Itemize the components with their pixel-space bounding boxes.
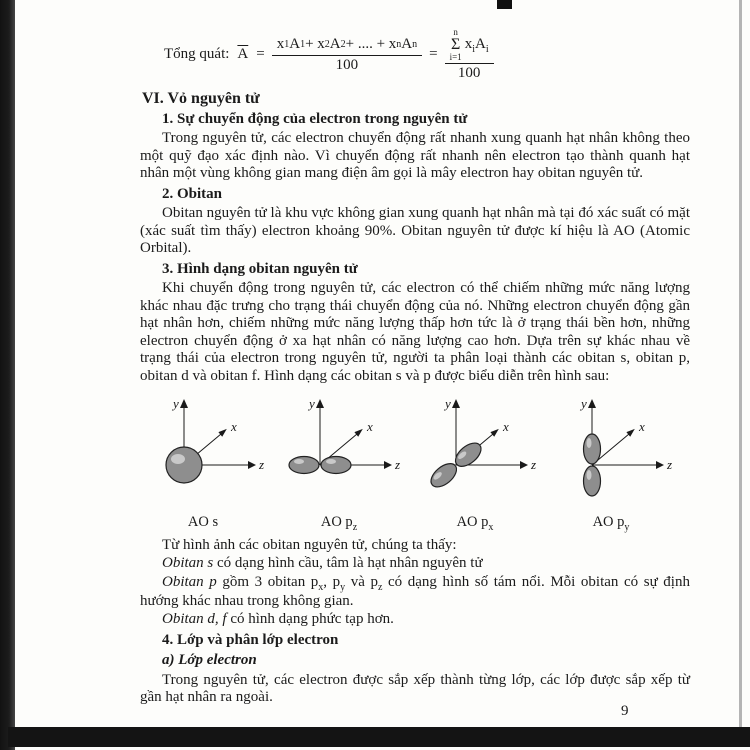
subscript-y: y [340, 581, 346, 593]
z-axis [592, 461, 664, 469]
z-axis-arrow [656, 461, 664, 469]
obitan-s-term: Obitan s [162, 555, 214, 572]
orbital-label-s [136, 514, 270, 532]
scan-edge-bottom [8, 727, 750, 747]
formula-term: x [464, 35, 473, 52]
paragraph-observe-intro: Từ hình ảnh các obitan nguyên tử, chúng ta thấy: [162, 536, 457, 553]
orbital-diagram-pz [272, 393, 406, 532]
sum-term [465, 36, 489, 55]
orbital-diagram-s [136, 393, 270, 532]
y-axis-arrow [180, 399, 188, 408]
sigma-sum [450, 28, 462, 62]
z-axis-label: z [259, 457, 265, 473]
z-axis-arrow [384, 461, 392, 469]
orbital-diagram-py [544, 393, 678, 532]
scan-mark-top [497, 0, 512, 9]
formula-label: Tổng quát: [164, 46, 230, 63]
scan-edge-left [0, 0, 15, 750]
sum-lower-limit: i=1 [449, 52, 462, 62]
orbital-px-figure [408, 393, 542, 511]
obitan-p-term: Obitan p [162, 573, 217, 590]
orbital-label-text: AO s [187, 513, 219, 530]
paragraph-obitan-df [140, 611, 690, 629]
subsection-1-title: 1. Sự chuyển động của electron trong nguyên tử [162, 110, 468, 127]
x-axis-label: x [231, 419, 237, 435]
obitan-p-text: và p [345, 573, 378, 590]
y-axis [316, 399, 324, 465]
fraction-sigma [445, 28, 494, 82]
fraction-expanded-denominator: 100 [335, 56, 359, 73]
section-heading-vi: VI. Vỏ nguyên tử [142, 90, 260, 108]
orbital-py-figure [544, 393, 678, 511]
sigma-symbol: Σ [450, 36, 461, 53]
page-content [140, 24, 690, 708]
orbital-label-text: AO p [320, 513, 353, 530]
y-axis-arrow [452, 399, 460, 408]
page-number: 9 [621, 703, 629, 719]
orbital-pz-figure [272, 393, 406, 511]
fraction-expanded [272, 36, 422, 74]
subscript-i: i [485, 43, 489, 55]
paragraph-electron-layers: Trong nguyên tử, các electron được sắp xếp thành từng lớp, các lớp được sắp xếp từ gần hạt nhân ra ngoài. [140, 671, 690, 706]
z-axis-label: z [395, 457, 401, 473]
sum-upper-limit: n [453, 27, 458, 37]
subscript-n: n [412, 39, 418, 50]
equals-sign-1: = [256, 46, 265, 63]
z-axis-arrow [520, 461, 528, 469]
subsection-4a-title: a) Lớp electron [162, 652, 257, 669]
orbital-diagram-px [408, 393, 542, 532]
y-axis-label: y [309, 396, 315, 412]
subscript-1: 1 [284, 39, 290, 50]
obitan-df-term: Obitan d, f [162, 611, 227, 628]
obitan-p-text: có dạng hình số tám nổi. Mỗi obitan có sự định hướng khác nhau trong không gian. [140, 573, 690, 609]
average-atomic-mass-formula [164, 28, 690, 82]
paragraph-obitan-s [140, 555, 690, 573]
subscript-1: 1 [300, 39, 306, 50]
obitan-s-text: có dạng hình cầu, tâm là hạt nhân nguyên tử [213, 555, 483, 572]
orbital-label-px [408, 514, 542, 533]
paragraph-obitan-p [140, 574, 690, 611]
orbital-label-text: AO p [456, 513, 489, 530]
subscript-2: 2 [340, 39, 346, 50]
formula-term: A [401, 36, 413, 53]
x-axis-label: x [367, 419, 373, 435]
orbital-label-subscript: y [624, 521, 630, 533]
y-axis-arrow [588, 399, 596, 408]
sphere-highlight [171, 454, 185, 464]
fraction-sigma-numerator [445, 28, 494, 64]
x-axis-label: x [639, 419, 645, 435]
s-orbital-sphere [166, 447, 202, 483]
fraction-sigma-denominator: 100 [457, 65, 481, 81]
formula-term: + .... + x [345, 36, 397, 53]
obitan-p-text: , p [323, 573, 341, 590]
subsection-2-title: 2. Obitan [162, 185, 223, 202]
orbital-label-subscript: x [488, 521, 494, 533]
paragraph-electron-motion: Trong nguyên tử, các electron chuyển động rất nhanh xung quanh hạt nhân không theo một quỹ đạo xác định nào. Vì chuyển động rất nhanh nên electron tạo thành quanh hạt nhân một vùng không gian mang điện âm gọi là mây electron hay obitan nguyên tử. [140, 130, 690, 182]
y-axis-arrow [316, 399, 324, 408]
orbital-label-pz [272, 514, 406, 533]
subscript-2: 2 [324, 39, 330, 50]
orbital-label-py [544, 514, 678, 533]
formula-term: x [276, 36, 285, 53]
subscript-z: z [377, 581, 383, 593]
scan-edge-right [739, 0, 742, 727]
subscript-i: i [472, 43, 475, 55]
orbital-label-subscript: z [352, 521, 358, 533]
z-axis-label: z [667, 457, 673, 473]
formula-term: A [329, 36, 341, 53]
orbital-diagrams [136, 393, 690, 532]
subscript-n: n [396, 39, 402, 50]
subsection-3-title: 3. Hình dạng obitan nguyên tử [162, 260, 358, 277]
subscript-x: x [318, 581, 324, 593]
formula-term: + x [305, 36, 325, 53]
y-axis-label: y [581, 396, 587, 412]
obitan-df-text: có hình dạng phức tạp hơn. [226, 611, 394, 628]
formula-term: A [474, 35, 486, 52]
z-axis-label: z [531, 457, 537, 473]
x-axis-label: x [503, 419, 509, 435]
orbital-label-text: AO p [592, 513, 625, 530]
equals-sign-2: = [429, 46, 438, 63]
z-axis-arrow [248, 461, 256, 469]
fraction-expanded-numerator [272, 36, 422, 55]
paragraph-orbital-shapes: Khi chuyển động trong nguyên tử, các electron có thể chiếm những mức năng lượng khác nhau đặc trưng cho trạng thái chuyển động của nó. Những electron chuyển động gần hạt nhân hơn, chiếm những mức năng lượng thấp hơn tức là ở trạng thái bền hơn, những electron chuyển động ở xa hạt nhân có năng lượng cao hơn. Dựa trên sự khác nhau về trạng thái của electron trong nguyên tử, người ta phân loại thành các obitan s, obitan p, obitan d và obitan f. Hình dạng các obitan s và p được biểu diễn trên hình sau: [140, 280, 690, 384]
y-axis-label: y [445, 396, 451, 412]
a-bar-symbol: $\overline{A}$ [237, 46, 249, 63]
subsection-4-title: 4. Lớp và phân lớp electron [162, 631, 339, 648]
y-axis-label: y [173, 396, 179, 412]
formula-term: A [289, 36, 301, 53]
obitan-p-text: gồm 3 obitan p [216, 573, 319, 590]
orbital-s-figure [136, 393, 270, 511]
paragraph-obitan-definition: Obitan nguyên tử là khu vực không gian xung quanh hạt nhân mà tại đó xác suất có mặt (xác suất tìm thấy) electron khoảng 90%. Obitan nguyên tử được kí hiệu là AO (Atomic Orbital). [140, 205, 690, 257]
